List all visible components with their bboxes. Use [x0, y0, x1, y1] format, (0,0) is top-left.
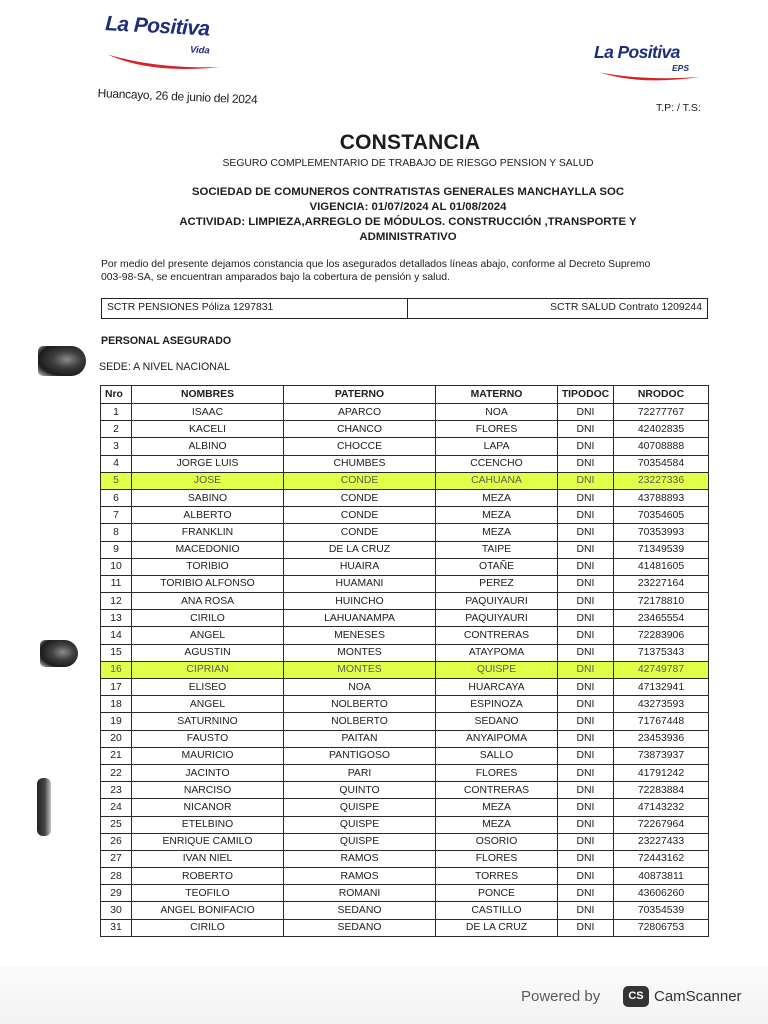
- cell-tipodoc: DNI: [558, 610, 614, 627]
- cell-nro: 26: [101, 833, 132, 850]
- cell-paterno: SEDANO: [284, 902, 436, 919]
- cell-tipodoc: DNI: [558, 404, 614, 421]
- cell-tipodoc: DNI: [558, 919, 614, 936]
- table-row: [101, 679, 709, 696]
- la-positiva-eps-logo: [592, 42, 704, 88]
- cell-paterno: RAMOS: [284, 868, 436, 885]
- cell-nrodoc: 71349539: [614, 541, 709, 558]
- cell-paterno: QUISPE: [284, 816, 436, 833]
- cell-materno: FLORES: [436, 850, 558, 867]
- cell-materno: MEZA: [436, 816, 558, 833]
- cell-nrodoc: 72277767: [614, 404, 709, 421]
- table-row: [101, 902, 709, 919]
- cell-paterno: QUINTO: [284, 782, 436, 799]
- cell-tipodoc: DNI: [558, 850, 614, 867]
- table-row: [101, 627, 709, 644]
- table-row: [101, 541, 709, 558]
- cell-nro: 5: [101, 472, 132, 489]
- sede-label: SEDE: A NIVEL NACIONAL: [99, 361, 230, 373]
- cell-nombres: KACELI: [132, 421, 284, 438]
- cell-nro: 15: [101, 644, 132, 661]
- table-row: [101, 816, 709, 833]
- cell-nro: 25: [101, 816, 132, 833]
- cell-materno: PONCE: [436, 885, 558, 902]
- binder-ring-shadow: [38, 346, 86, 376]
- cell-nrodoc: 23465554: [614, 610, 709, 627]
- company-name: SOCIEDAD DE COMUNEROS CONTRATISTAS GENERALES MANCHAYLLA SOC: [191, 186, 625, 198]
- cell-nro: 10: [101, 558, 132, 575]
- cell-nro: 22: [101, 764, 132, 781]
- cell-nombres: ALBERTO: [132, 507, 284, 524]
- logo-sub-text: Vida: [189, 44, 211, 57]
- intro-paragraph-line-1: Por medio del presente dejamos constancia que los asegurados detallados líneas abajo, conforme al Decreto Supremo: [101, 259, 651, 270]
- cell-nro: 24: [101, 799, 132, 816]
- table-row: [101, 696, 709, 713]
- column-header-tipodoc: TIPODOC: [558, 386, 614, 404]
- cell-paterno: QUISPE: [284, 833, 436, 850]
- cell-tipodoc: DNI: [558, 696, 614, 713]
- cell-nombres: ALBINO: [132, 438, 284, 455]
- cell-nro: 9: [101, 541, 132, 558]
- document-title: CONSTANCIA: [339, 131, 481, 154]
- table-row: [101, 421, 709, 438]
- cell-nro: 23: [101, 782, 132, 799]
- cell-tipodoc: DNI: [558, 507, 614, 524]
- cell-nro: 31: [101, 919, 132, 936]
- cell-paterno: CHANCO: [284, 421, 436, 438]
- cell-paterno: CONDE: [284, 507, 436, 524]
- cell-nombres: TORIBIO ALFONSO: [132, 575, 284, 592]
- table-row: [101, 404, 709, 421]
- table-row: [101, 782, 709, 799]
- table-header-row: [101, 386, 709, 404]
- cell-nro: 19: [101, 713, 132, 730]
- cell-nrodoc: 72267964: [614, 816, 709, 833]
- cell-paterno: PAITAN: [284, 730, 436, 747]
- table-row: [101, 799, 709, 816]
- scan-bottom-band: [0, 966, 768, 1024]
- cell-nro: 28: [101, 868, 132, 885]
- cell-nro: 7: [101, 507, 132, 524]
- cell-tipodoc: DNI: [558, 730, 614, 747]
- cell-paterno: HUAMANI: [284, 575, 436, 592]
- column-header-nro: Nro: [101, 386, 132, 404]
- cell-materno: SALLO: [436, 747, 558, 764]
- cell-paterno: CHUMBES: [284, 455, 436, 472]
- cell-tipodoc: DNI: [558, 833, 614, 850]
- cell-materno: OSORIO: [436, 833, 558, 850]
- cell-nombres: AGUSTIN: [132, 644, 284, 661]
- cell-nombres: ANGEL: [132, 696, 284, 713]
- cell-paterno: CHOCCE: [284, 438, 436, 455]
- cell-tipodoc: DNI: [558, 524, 614, 541]
- column-header-nrodoc: NRODOC: [614, 386, 709, 404]
- cell-tipodoc: DNI: [558, 438, 614, 455]
- table-row: [101, 833, 709, 850]
- powered-by-label: Powered by: [521, 988, 601, 1005]
- table-row: [101, 713, 709, 730]
- cell-materno: ANYAIPOMA: [436, 730, 558, 747]
- cell-materno: PAQUIYAURI: [436, 610, 558, 627]
- cell-nrodoc: 70354539: [614, 902, 709, 919]
- cell-paterno: ROMANI: [284, 885, 436, 902]
- cell-nrodoc: 72178810: [614, 593, 709, 610]
- cell-nro: 2: [101, 421, 132, 438]
- cell-materno: DE LA CRUZ: [436, 919, 558, 936]
- cell-paterno: MONTES: [284, 644, 436, 661]
- cell-tipodoc: DNI: [558, 627, 614, 644]
- cell-materno: TORRES: [436, 868, 558, 885]
- cell-materno: MEZA: [436, 507, 558, 524]
- cell-tipodoc: DNI: [558, 472, 614, 489]
- cell-nombres: NICANOR: [132, 799, 284, 816]
- cell-paterno: CONDE: [284, 489, 436, 506]
- cell-paterno: HUINCHO: [284, 593, 436, 610]
- cell-materno: MEZA: [436, 524, 558, 541]
- cell-nro: 4: [101, 455, 132, 472]
- cell-materno: CCENCHO: [436, 455, 558, 472]
- table-row: [101, 558, 709, 575]
- table-row: [101, 919, 709, 936]
- cell-nro: 11: [101, 575, 132, 592]
- cell-materno: OTAÑE: [436, 558, 558, 575]
- cell-paterno: DE LA CRUZ: [284, 541, 436, 558]
- cell-nrodoc: 43273593: [614, 696, 709, 713]
- cell-tipodoc: DNI: [558, 713, 614, 730]
- cell-nrodoc: 43606260: [614, 885, 709, 902]
- cell-paterno: MENESES: [284, 627, 436, 644]
- cell-materno: CONTRERAS: [436, 782, 558, 799]
- camscanner-logo-icon: CS: [623, 986, 649, 1007]
- cell-tipodoc: DNI: [558, 782, 614, 799]
- cell-nombres: JOSE: [132, 472, 284, 489]
- table-row: [101, 747, 709, 764]
- cell-tipodoc: DNI: [558, 593, 614, 610]
- cell-nrodoc: 40873811: [614, 868, 709, 885]
- cell-nombres: ETELBINO: [132, 816, 284, 833]
- cell-nro: 8: [101, 524, 132, 541]
- cell-paterno: LAHUANAMPA: [284, 610, 436, 627]
- cell-tipodoc: DNI: [558, 868, 614, 885]
- cell-nombres: FAUSTO: [132, 730, 284, 747]
- logo-swoosh-icon: [598, 70, 702, 86]
- cell-nrodoc: 72283884: [614, 782, 709, 799]
- cell-materno: FLORES: [436, 421, 558, 438]
- cell-materno: FLORES: [436, 764, 558, 781]
- cell-nrodoc: 23227164: [614, 575, 709, 592]
- column-header-paterno: PATERNO: [284, 386, 436, 404]
- cell-nrodoc: 23227433: [614, 833, 709, 850]
- cell-nrodoc: 41791242: [614, 764, 709, 781]
- cell-paterno: APARCO: [284, 404, 436, 421]
- cell-nrodoc: 72283906: [614, 627, 709, 644]
- table-row: [101, 764, 709, 781]
- cell-materno: ESPINOZA: [436, 696, 558, 713]
- cell-paterno: SEDANO: [284, 919, 436, 936]
- policy-box: [101, 298, 708, 319]
- cell-tipodoc: DNI: [558, 558, 614, 575]
- cell-nrodoc: 71767448: [614, 713, 709, 730]
- table-row: [101, 455, 709, 472]
- cell-paterno: PANTIGOSO: [284, 747, 436, 764]
- cell-nombres: NARCISO: [132, 782, 284, 799]
- cell-tipodoc: DNI: [558, 885, 614, 902]
- document-subtitle: SEGURO COMPLEMENTARIO DE TRABAJO DE RIESGO PENSION Y SALUD: [222, 158, 594, 169]
- cell-materno: TAIPE: [436, 541, 558, 558]
- cell-tipodoc: DNI: [558, 902, 614, 919]
- cell-paterno: MONTES: [284, 661, 436, 678]
- cell-tipodoc: DNI: [558, 816, 614, 833]
- cell-nombres: JORGE LUIS: [132, 455, 284, 472]
- cell-nombres: SATURNINO: [132, 713, 284, 730]
- cell-nombres: TEOFILO: [132, 885, 284, 902]
- cell-nrodoc: 71375343: [614, 644, 709, 661]
- cell-nrodoc: 42402835: [614, 421, 709, 438]
- cell-materno: PEREZ: [436, 575, 558, 592]
- cell-materno: CONTRERAS: [436, 627, 558, 644]
- cell-tipodoc: DNI: [558, 799, 614, 816]
- cell-nrodoc: 70354584: [614, 455, 709, 472]
- cell-nombres: IVAN NIEL: [132, 850, 284, 867]
- health-contract: SCTR SALUD Contrato 1209244: [550, 302, 702, 313]
- cell-nrodoc: 73873937: [614, 747, 709, 764]
- cell-nombres: TORIBIO: [132, 558, 284, 575]
- table-row-highlighted: [101, 661, 709, 678]
- cell-paterno: CONDE: [284, 524, 436, 541]
- logo-brand-text: La Positiva: [594, 42, 680, 62]
- cell-materno: PAQUIYAURI: [436, 593, 558, 610]
- cell-materno: ATAYPOMA: [436, 644, 558, 661]
- cell-nombres: ANGEL BONIFACIO: [132, 902, 284, 919]
- cell-nro: 30: [101, 902, 132, 919]
- cell-nombres: ELISEO: [132, 679, 284, 696]
- cell-paterno: NOLBERTO: [284, 713, 436, 730]
- table-row: [101, 610, 709, 627]
- cell-materno: MEZA: [436, 799, 558, 816]
- cell-nro: 20: [101, 730, 132, 747]
- cell-nrodoc: 47132941: [614, 679, 709, 696]
- cell-nro: 13: [101, 610, 132, 627]
- table-body: [101, 404, 709, 937]
- table-row-highlighted: [101, 472, 709, 489]
- cell-nrodoc: 40708888: [614, 438, 709, 455]
- tp-ts-label: T.P: / T.S:: [656, 102, 701, 114]
- cell-nrodoc: 23227336: [614, 472, 709, 489]
- cell-nombres: CIPRIAN: [132, 661, 284, 678]
- cell-paterno: RAMOS: [284, 850, 436, 867]
- cell-paterno: CONDE: [284, 472, 436, 489]
- cell-nombres: ANGEL: [132, 627, 284, 644]
- logo-sub-text: EPS: [672, 63, 690, 73]
- cell-tipodoc: DNI: [558, 747, 614, 764]
- activity-line-2: ADMINISTRATIVO: [359, 231, 457, 243]
- cell-nro: 21: [101, 747, 132, 764]
- cell-nombres: CIRILO: [132, 919, 284, 936]
- cell-nro: 3: [101, 438, 132, 455]
- cell-nombres: FRANKLIN: [132, 524, 284, 541]
- cell-materno: HUARCAYA: [436, 679, 558, 696]
- cell-nombres: SABINO: [132, 489, 284, 506]
- table-row: [101, 524, 709, 541]
- table-row: [101, 885, 709, 902]
- column-header-nombres: NOMBRES: [132, 386, 284, 404]
- cell-paterno: NOLBERTO: [284, 696, 436, 713]
- cell-nrodoc: 42749787: [614, 661, 709, 678]
- cell-nombres: ANA ROSA: [132, 593, 284, 610]
- cell-tipodoc: DNI: [558, 421, 614, 438]
- cell-materno: MEZA: [436, 489, 558, 506]
- cell-paterno: NOA: [284, 679, 436, 696]
- binder-ring-shadow: [40, 640, 78, 667]
- cell-materno: NOA: [436, 404, 558, 421]
- cell-nrodoc: 72443162: [614, 850, 709, 867]
- camscanner-brand: CamScanner: [654, 988, 742, 1005]
- table-row: [101, 593, 709, 610]
- place-and-date: Huancayo, 26 de junio del 2024: [97, 86, 258, 107]
- intro-paragraph-line-2: 003-98-SA, se encuentran amparados bajo la cobertura de pensión y salud.: [101, 272, 450, 283]
- activity-line-1: ACTIVIDAD: LIMPIEZA,ARREGLO DE MÓDULOS. CONSTRUCCIÓN ,TRANSPORTE Y: [179, 216, 637, 228]
- cell-nro: 17: [101, 679, 132, 696]
- cell-materno: CAHUANA: [436, 472, 558, 489]
- cell-nro: 6: [101, 489, 132, 506]
- cell-paterno: QUISPE: [284, 799, 436, 816]
- cell-tipodoc: DNI: [558, 644, 614, 661]
- cell-nrodoc: 41481605: [614, 558, 709, 575]
- table-row: [101, 850, 709, 867]
- cell-tipodoc: DNI: [558, 661, 614, 678]
- section-title: PERSONAL ASEGURADO: [101, 335, 232, 347]
- cell-nro: 14: [101, 627, 132, 644]
- cell-nombres: ISAAC: [132, 404, 284, 421]
- cell-nro: 18: [101, 696, 132, 713]
- cell-tipodoc: DNI: [558, 575, 614, 592]
- cell-tipodoc: DNI: [558, 679, 614, 696]
- table-row: [101, 438, 709, 455]
- cell-nombres: ENRIQUE CAMILO: [132, 833, 284, 850]
- binder-ring-shadow: [37, 778, 51, 836]
- column-header-materno: MATERNO: [436, 386, 558, 404]
- policy-divider: [407, 299, 408, 318]
- cell-materno: QUISPE: [436, 661, 558, 678]
- cell-tipodoc: DNI: [558, 541, 614, 558]
- cell-nombres: CIRILO: [132, 610, 284, 627]
- cell-materno: LAPA: [436, 438, 558, 455]
- table-row: [101, 489, 709, 506]
- insured-personnel-table: [100, 385, 709, 937]
- cell-tipodoc: DNI: [558, 455, 614, 472]
- cell-nrodoc: 70354605: [614, 507, 709, 524]
- table-row: [101, 507, 709, 524]
- cell-nro: 12: [101, 593, 132, 610]
- cell-tipodoc: DNI: [558, 764, 614, 781]
- validity-period: VIGENCIA: 01/07/2024 AL 01/08/2024: [309, 201, 507, 213]
- cell-nombres: MACEDONIO: [132, 541, 284, 558]
- cell-materno: SEDANO: [436, 713, 558, 730]
- cell-nro: 1: [101, 404, 132, 421]
- cell-nro: 29: [101, 885, 132, 902]
- logo-brand-text: La Positiva: [104, 12, 211, 41]
- cell-paterno: PARI: [284, 764, 436, 781]
- cell-nro: 27: [101, 850, 132, 867]
- cell-nombres: MAURICIO: [132, 747, 284, 764]
- pension-policy: SCTR PENSIONES Póliza 1297831: [107, 302, 274, 313]
- cell-paterno: HUAIRA: [284, 558, 436, 575]
- cell-nombres: ROBERTO: [132, 868, 284, 885]
- la-positiva-vida-logo: [101, 10, 230, 81]
- cell-nrodoc: 72806753: [614, 919, 709, 936]
- cell-tipodoc: DNI: [558, 489, 614, 506]
- table-row: [101, 644, 709, 661]
- cell-nrodoc: 70353993: [614, 524, 709, 541]
- cell-nro: 16: [101, 661, 132, 678]
- cell-nrodoc: 23453936: [614, 730, 709, 747]
- table-row: [101, 575, 709, 592]
- cell-nrodoc: 47143232: [614, 799, 709, 816]
- cell-nrodoc: 43788893: [614, 489, 709, 506]
- cell-nombres: JACINTO: [132, 764, 284, 781]
- table-row: [101, 868, 709, 885]
- table-row: [101, 730, 709, 747]
- cell-materno: CASTILLO: [436, 902, 558, 919]
